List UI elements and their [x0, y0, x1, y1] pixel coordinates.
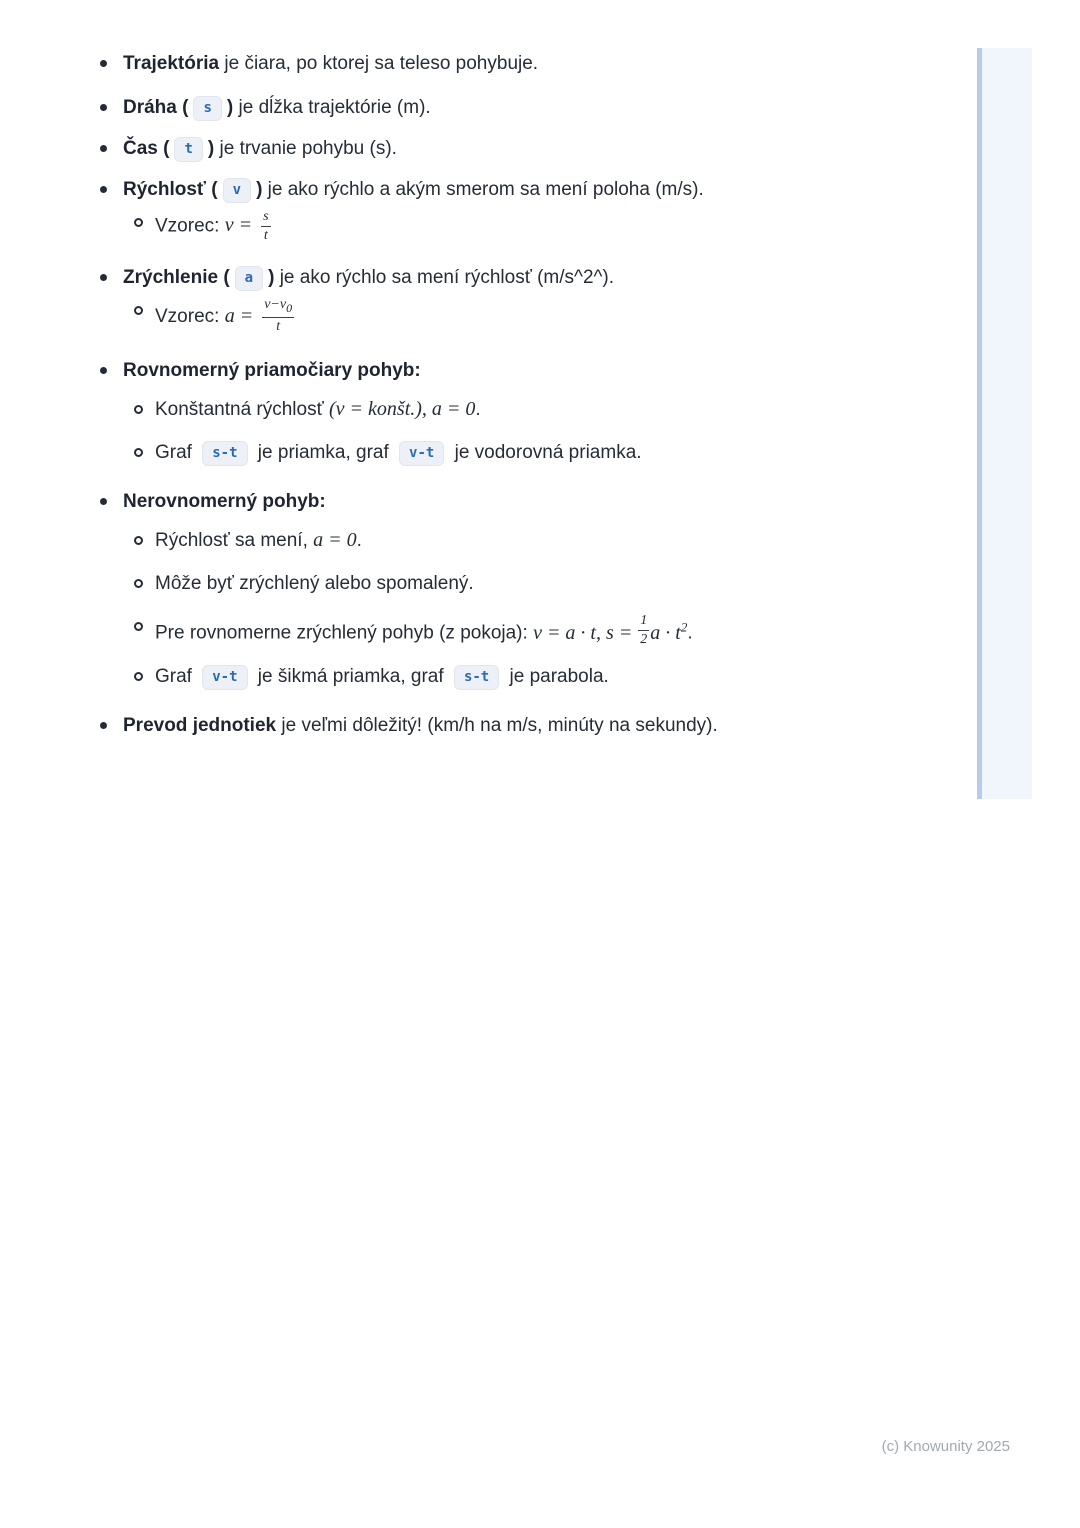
- bullet-item-zrychlenie: [100, 264, 820, 291]
- term-label-close: ): [226, 97, 234, 118]
- fraction-numerator: $v-v_0$: [262, 297, 294, 318]
- circle-bullet-icon: [134, 448, 143, 457]
- section-heading: Nerovnomerný pohyb:: [123, 490, 326, 512]
- circle-bullet-icon: [134, 672, 143, 681]
- bullet-text: [123, 357, 421, 384]
- bullet-text: [123, 176, 704, 203]
- inline-math: a = 0: [313, 528, 357, 551]
- definition-text: je ako rýchlo a akým smerom sa mení poloha (m/s).: [262, 179, 704, 200]
- bullet-item-draha: [100, 94, 820, 121]
- bullet-item-cas: [100, 135, 820, 162]
- bullet-text: [123, 488, 326, 515]
- fraction-numerator: 1: [638, 613, 649, 631]
- definition-text: je ako rýchlo sa mení rýchlosť (m/s^2^).: [274, 267, 615, 289]
- bullet-icon: [100, 186, 107, 193]
- bullet-icon: [100, 722, 107, 729]
- bullet-text: [123, 264, 614, 291]
- term-label: Zrýchlenie (: [123, 267, 230, 289]
- inline-math: v = a · t, s = $\frac{1}{2}$ $a \cdot t^2$: [533, 613, 688, 648]
- term-label: Prevod jednotiek: [123, 714, 277, 736]
- sub-item-moze-byt: [134, 570, 820, 597]
- notes-list: [100, 50, 820, 756]
- term-label-close: ): [268, 267, 275, 289]
- fraction-denominator: t: [263, 228, 268, 244]
- formula-lhs: v =: [224, 214, 258, 237]
- bullet-icon: [100, 498, 107, 505]
- fraction-denominator: 2: [640, 632, 648, 648]
- sub-text: Môže byť zrýchlený alebo spomalený.: [155, 572, 474, 594]
- formula-lhs: a =: [224, 305, 259, 328]
- term-label: Čas (: [123, 138, 170, 159]
- bullet-text: [123, 135, 397, 162]
- sub-item-zrychleny-pohyb: [134, 613, 820, 649]
- definition-text: je čiara, po ktorej sa teleso pohybuje.: [219, 53, 539, 74]
- bullet-item-trajektoria: [100, 50, 820, 77]
- section-heading: Rovnomerný priamočiary pohyb:: [123, 359, 421, 381]
- page-margin-strip: [977, 48, 1032, 799]
- bullet-item-nerovnomerny: [100, 488, 820, 515]
- term-label: Rýchlosť (: [123, 179, 218, 200]
- bullet-text: [123, 712, 718, 739]
- inline-math: (v = konšt.), a = 0: [329, 397, 476, 420]
- sub-item-graf-nerovnomerny: [134, 663, 820, 690]
- fraction-numerator: s: [261, 209, 270, 227]
- term-label-close: ): [207, 138, 215, 159]
- circle-bullet-icon: [134, 579, 143, 588]
- circle-bullet-icon: [134, 306, 143, 315]
- circle-bullet-icon: [134, 218, 143, 227]
- sub-text: Pre rovnomerne zrýchlený pohyb (z pokoja): v = a · t, s = $\frac{1}{2}$ $a \cdot t^2$.: [155, 613, 693, 648]
- definition-text: je veľmi dôležitý! (km/h na m/s, minúty na sekundy).: [276, 714, 718, 736]
- term-label-close: ): [256, 179, 263, 200]
- formula-label: Vzorec:: [155, 215, 225, 237]
- sub-item-rychlost-sa-meni: [134, 527, 820, 554]
- copyright-notice: (c) Knowunity 2025: [881, 1438, 1010, 1455]
- inline-code-chip: v-t: [202, 665, 247, 690]
- superscript: 2: [680, 618, 688, 634]
- formula: [155, 209, 271, 244]
- term-label: Dráha (: [123, 97, 189, 118]
- sub-item-konstantna: [134, 396, 820, 423]
- term-label: Trajektória: [123, 53, 220, 74]
- bullet-item-prevod: [100, 712, 820, 739]
- circle-bullet-icon: [134, 405, 143, 414]
- bullet-icon: [100, 274, 107, 281]
- formula: [155, 297, 294, 335]
- definition-text: je dĺžka trajektórie (m).: [233, 97, 431, 118]
- bullet-text: [123, 50, 538, 77]
- bullet-item-rovnomerny: [100, 357, 820, 384]
- subscript: 0: [286, 300, 293, 315]
- inline-code-chip: t: [174, 137, 202, 162]
- inline-code-chip: s-t: [202, 441, 247, 466]
- sub-item-vzorec-zrychlenie: [134, 297, 820, 335]
- circle-bullet-icon: [134, 536, 143, 545]
- inline-code-chip: v-t: [399, 441, 444, 466]
- sub-item-vzorec-rychlost: [134, 209, 820, 244]
- formula-label: Vzorec:: [155, 306, 225, 328]
- fraction: [262, 297, 294, 335]
- bullet-icon: [100, 104, 107, 111]
- bullet-icon: [100, 60, 107, 67]
- bullet-icon: [100, 145, 107, 152]
- inline-code-chip: a: [235, 266, 263, 291]
- sub-text: Rýchlosť sa mení, a = 0.: [155, 528, 362, 551]
- circle-bullet-icon: [134, 622, 143, 631]
- definition-text: je trvanie pohybu (s).: [214, 138, 397, 159]
- inline-code-chip: s: [193, 96, 221, 121]
- fraction-denominator: t: [276, 318, 281, 334]
- sub-text: Konštantná rýchlosť (v = konšt.), a = 0.: [155, 397, 481, 420]
- bullet-icon: [100, 367, 107, 374]
- inline-code-chip: v: [223, 178, 251, 203]
- sub-text: Graf v-t je šikmá priamka, graf s-t je parabola.: [155, 663, 609, 690]
- sub-item-graf-rovnomerny: [134, 439, 820, 466]
- bullet-text: [123, 94, 431, 121]
- fraction: [261, 209, 270, 244]
- inline-code-chip: s-t: [454, 665, 499, 690]
- sub-text: Graf s-t je priamka, graf v-t je vodorovná priamka.: [155, 439, 642, 466]
- fraction: [638, 613, 649, 648]
- bullet-item-rychlost: [100, 176, 820, 203]
